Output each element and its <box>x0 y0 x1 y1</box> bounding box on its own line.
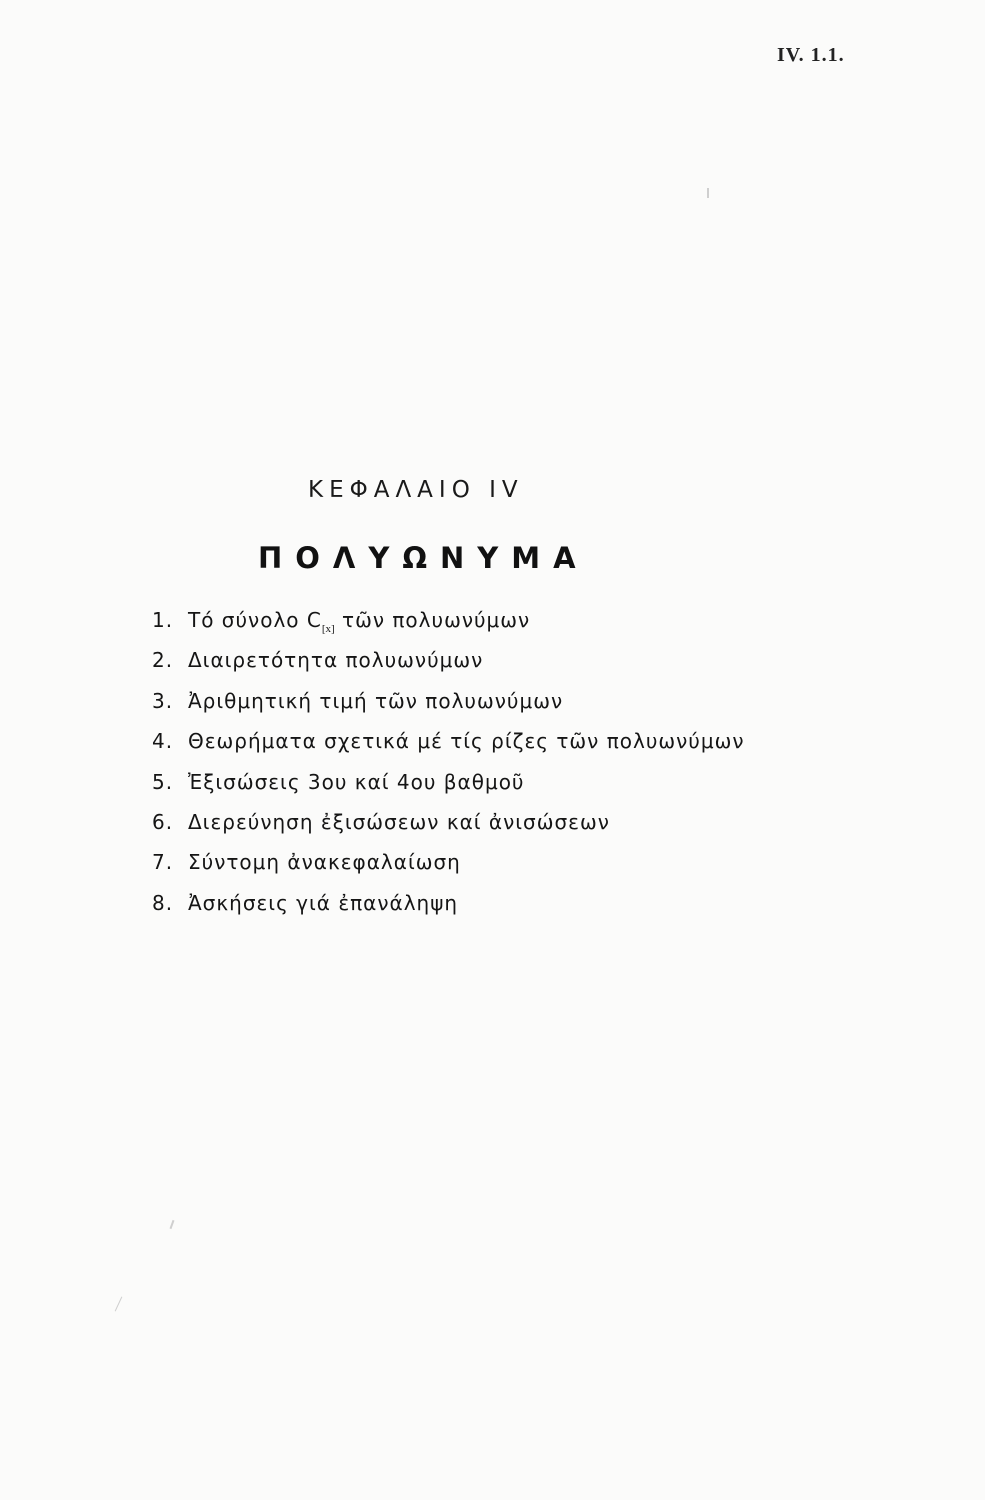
toc-item-number: 3. <box>152 688 174 713</box>
toc-item-text: Ἀριθμητική τιμή τῶν πολυωνύμων <box>188 688 564 713</box>
chapter-label: ΚΕΦΑΛΑΙΟ IV <box>308 477 524 503</box>
toc-item-number: 5. <box>152 769 174 794</box>
toc-item-4 <box>152 726 745 766</box>
toc-item-number: 1. <box>152 608 174 632</box>
scan-speck <box>115 1297 123 1312</box>
toc-item-text: Ἐξισώσεις 3ου καί 4ου βαθμοῦ <box>188 769 525 794</box>
toc-item-number: 8. <box>152 890 174 915</box>
toc-item-subscript: [x] <box>321 623 335 635</box>
scan-speck <box>707 188 709 198</box>
toc-item-number: 6. <box>152 809 174 834</box>
toc-item-number: 7. <box>152 850 174 875</box>
toc-item-8 <box>152 888 745 928</box>
toc-item-6 <box>152 807 745 847</box>
toc-item-text: Διερεύνηση ἐξισώσεων καί ἀνισώσεων <box>188 809 610 834</box>
toc-item-3 <box>152 686 745 726</box>
scan-speck <box>170 1220 175 1229</box>
toc-item-1 <box>152 605 745 645</box>
table-of-contents <box>152 605 745 928</box>
toc-item-5 <box>152 767 745 807</box>
toc-item-text: Τό σύνολο C <box>188 608 322 632</box>
chapter-title: ΠΟΛΥΩΝΥΜΑ <box>258 541 589 575</box>
toc-item-2 <box>152 645 745 685</box>
toc-item-text: Σύντομη ἀνακεφαλαίωση <box>188 850 461 875</box>
toc-item-number: 2. <box>152 648 174 673</box>
toc-item-text: Ἀσκήσεις γιά ἐπανάληψη <box>188 890 459 915</box>
toc-item-7 <box>152 847 745 887</box>
toc-item-text-end: τῶν πολυωνύμων <box>334 608 531 632</box>
toc-item-text: Διαιρετότητα πολυωνύμων <box>188 648 484 673</box>
toc-item-text: Θεωρήματα σχετικά μέ τίς ρίζες τῶν πολυωνύμων <box>188 729 745 754</box>
toc-item-number: 4. <box>152 729 174 754</box>
page-reference: IV. 1.1. <box>777 44 845 66</box>
